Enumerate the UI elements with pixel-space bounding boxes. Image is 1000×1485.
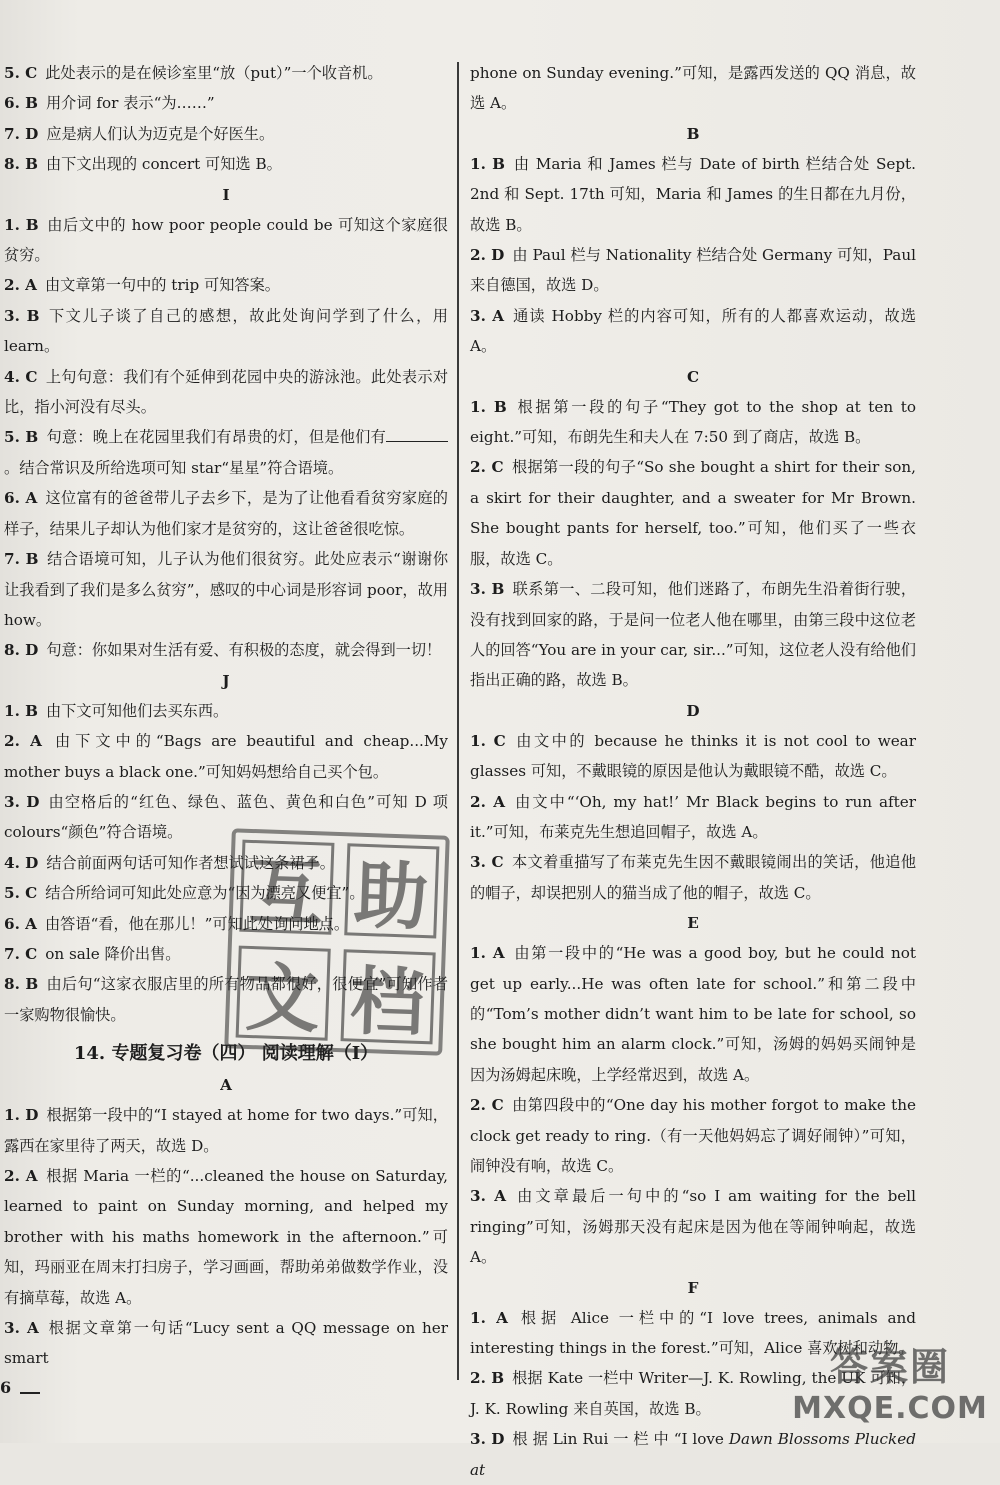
- answer-number: 1. A: [470, 1308, 508, 1327]
- stamp-char: 文: [235, 946, 330, 1041]
- answer-item: [4, 88, 448, 118]
- answer-number: 7. D: [4, 124, 39, 143]
- answer-explanation-part: 。结合常识及所给选项可知 star“星星”符合语境。: [4, 458, 344, 477]
- answer-item: [4, 58, 448, 88]
- fill-in-blank: [386, 427, 448, 442]
- answer-number: 2. A: [470, 792, 505, 811]
- answer-explanation: 由文中“‘Oh, my hat!’ Mr Black begins to run after it.”可知，布莱克先生想追回帽子，故选 A。: [470, 792, 916, 841]
- answer-explanation: 由 Maria 和 James 栏与 Date of birth 栏结合处 Sept. 2nd 和 Sept. 17th 可知，Maria 和 James 的生日都在九月份，故选 B。: [470, 154, 916, 234]
- answer-explanation: 应是病人们认为迈克是个好医生。: [46, 124, 275, 143]
- section-heading-F: F: [687, 1278, 699, 1297]
- answer-item: [4, 1100, 448, 1161]
- answer-number: 1. B: [470, 397, 507, 416]
- answer-explanation-part: 句意：晚上在花园里我们有昂贵的灯，但是他们有: [46, 428, 387, 447]
- section-heading-A: A: [220, 1076, 232, 1095]
- answer-item: [470, 726, 916, 787]
- answer-explanation: 由下文出现的 concert 可知选 B。: [45, 155, 282, 174]
- answer-explanation: 由后句“这家衣服店里的所有物品都很好，很便宜”可知作者一家购物很愉快。: [4, 975, 449, 1024]
- answer-number: 1. B: [4, 701, 38, 720]
- answer-item: [470, 301, 916, 362]
- answer-item: [470, 847, 916, 908]
- answer-item: [4, 726, 448, 787]
- answer-explanation: 根据第一段的句子“So she bought a shirt for their son, a skirt for their daughter, and a sweater for Mr Brown. She bought pants for herself, too.”可知，他们买了一些衣服，故选 C。: [470, 458, 917, 568]
- answer-number: 2. D: [470, 246, 505, 265]
- footer-rule: [20, 1392, 40, 1394]
- answer-item: [4, 544, 448, 635]
- answer-number: 2. C: [470, 458, 504, 477]
- answer-number: 7. B: [4, 550, 39, 569]
- answer-number: 8. D: [4, 641, 39, 660]
- site-watermark: [790, 1343, 990, 1435]
- stamp-char: 助: [344, 843, 439, 938]
- answer-item: [4, 696, 448, 726]
- section-heading-E: E: [687, 914, 699, 933]
- answer-item: [4, 422, 448, 483]
- answer-number: 8. B: [4, 155, 38, 174]
- answer-item: [4, 635, 448, 665]
- right-column: [470, 58, 916, 1485]
- answer-explanation: 联系第一、二段可知，他们迷路了，布朗先生沿着街行驶，没有找到回家的路，于是问一位老人他在哪里，由第三段中这位老人的回答“You are in your car, sir...”可知，这位老人没有给他们指出正确的路，故选 B。: [470, 580, 917, 690]
- answer-number: 2. A: [4, 1167, 38, 1185]
- answer-number: 2. A: [4, 732, 42, 751]
- answer-number: 1. B: [470, 154, 505, 173]
- answer-explanation-part: 根 据 Lin Rui 一 栏 中 “I love: [512, 1430, 729, 1449]
- answer-number: 3. A: [470, 1187, 507, 1206]
- answer-explanation: 此处表示的是在候诊室里“放（put）”一个收音机。: [45, 64, 383, 82]
- answer-item: [4, 362, 448, 423]
- left-column: [4, 58, 448, 1374]
- answer-explanation: [4, 428, 448, 476]
- watermark-logo-text: 答案圈: [829, 1345, 950, 1389]
- answer-item: [4, 1313, 448, 1374]
- answer-explanation: 由第一段中的“He was a good boy, but he could not get up early...He was often late for school.”和第二段中的“Tom’s mother didn’t want him to be late for school, so she bought him an alarm clock.”可知，汤姆的妈妈买闹钟是因为汤姆起床晚，上学经常迟到，故选 A。: [470, 944, 916, 1084]
- answer-number: 8. B: [4, 975, 39, 994]
- answer-item: [470, 938, 916, 1090]
- section-heading-C: C: [686, 367, 700, 386]
- answer-number: 2. A: [4, 276, 37, 295]
- answer-number: 3. A: [470, 306, 505, 325]
- answer-explanation: 根据 Maria 一栏的“...cleaned the house on Saturday, learned to paint on Sunday morning, and helped my brother with his maths homework in the afternoon.”可知，玛丽亚在周末打扫房子，学习画画，帮助弟弟做数学作业，没有摘草莓，故选 A。: [4, 1167, 448, 1307]
- answer-item: [4, 1161, 448, 1313]
- answer-explanation: 由文章最后一句中的“so I am waiting for the bell ringing”可知，汤姆那天没有起床是因为他在等闹钟响起，故选 A。: [470, 1187, 916, 1267]
- answer-explanation: 由 Paul 栏与 Nationality 栏结合处 Germany 可知，Paul 来自德国，故选 D。: [470, 246, 916, 295]
- answer-item: [470, 149, 916, 240]
- answer-item: [470, 240, 916, 301]
- answer-number: 3. B: [4, 306, 40, 325]
- answer-explanation: 用介词 for 表示“为……”: [45, 94, 215, 113]
- answer-explanation: 根据第一段的句子“They got to the shop at ten to eight.”可知，布朗先生和夫人在 7:50 到了商店，故选 B。: [470, 397, 916, 447]
- answer-number: 1. B: [4, 215, 39, 234]
- answer-item: [4, 270, 448, 300]
- answer-explanation: on sale 降价出售。: [45, 944, 181, 963]
- answer-explanation: 由空格后的“红色、绿色、蓝色、黄色和白色”可知 D 项 colours“颜色”符合语境。: [4, 792, 448, 842]
- column-divider: [457, 62, 459, 1380]
- answer-number: 5. C: [4, 64, 38, 82]
- answer-number: 6. B: [4, 94, 38, 113]
- answer-item: [470, 1181, 916, 1272]
- answer-explanation: 根据 Alice 一栏中的“I love trees, animals and interesting things in the forest.”可知，Alice 喜欢树和动物。: [470, 1308, 916, 1358]
- page-number: 6: [0, 1378, 12, 1397]
- answer-explanation: 本文着重描写了布莱克先生因不戴眼镜闹出的笑话，他追他的帽子，却误把别人的猫当成了他的帽子，故选 C。: [470, 853, 917, 902]
- answer-explanation: 根据 Kate 一栏中 Writer—J. K. Rowling, the UK 可知，J. K. Rowling 来自英国，故选 B。: [470, 1369, 917, 1418]
- answer-number: 3. C: [470, 853, 504, 872]
- answer-item: [470, 392, 916, 453]
- answer-number: 6. A: [4, 914, 37, 933]
- answer-explanation: 这位富有的爸爸带儿子去乡下，是为了让他看看贫穷家庭的样子，结果儿子却认为他们家才是贫穷的，这让爸爸很吃惊。: [4, 489, 448, 538]
- answer-number: 3. A: [4, 1319, 39, 1338]
- section-heading-B: B: [686, 124, 700, 143]
- answer-item: [4, 483, 448, 544]
- answer-explanation: 由文章第一句中的 trip 可知答案。: [44, 276, 280, 295]
- section-heading-I: I: [222, 185, 230, 204]
- answer-item: [4, 149, 448, 179]
- answer-explanation: 由文中的 because he thinks it is not cool to wear glasses 可知，不戴眼镜的原因是他认为戴眼镜不酷，故选 C。: [470, 731, 916, 781]
- answer-item: [4, 119, 448, 149]
- answer-number: 5. B: [4, 428, 39, 447]
- answer-number: 6. A: [4, 489, 38, 508]
- answer-explanation: 句意：你如果对生活有爱、有积极的态度，就会得到一切！: [46, 641, 442, 660]
- answer-explanation: 由第四段中的“One day his mother forgot to make the clock get ready to ring.（有一天他妈妈忘了调好闹钟）”可知，闹钟没有响，故选 C。: [470, 1096, 916, 1175]
- answer-number: 4. C: [4, 367, 38, 386]
- section-heading-J: J: [222, 671, 230, 690]
- answer-explanation: 结合语境可知，儿子认为他们很贫穷。此处应表示“谢谢你让我看到了我们是多么贫穷”，感叹的中心词是形容词 poor，故用 how。: [4, 550, 449, 629]
- answer-number: 1. C: [470, 731, 506, 750]
- answer-number: 3. D: [470, 1430, 505, 1449]
- answer-number: 2. B: [470, 1369, 505, 1388]
- answer-number: 1. A: [470, 944, 505, 963]
- answer-number: 2. C: [470, 1096, 504, 1115]
- answer-number: 1. D: [4, 1106, 39, 1125]
- hu-zhu-wen-dang-stamp: [224, 828, 450, 1055]
- answer-item: [470, 452, 916, 574]
- book-title-italic: Dawn Blossoms Plucked at: [470, 1430, 916, 1479]
- answer-number: 7. C: [4, 944, 38, 963]
- answer-explanation: 由下文可知他们去买东西。: [45, 701, 229, 720]
- answer-explanation: 由下文中的“Bags are beautiful and cheap...My mother buys a black one.”可知妈妈想给自己买个包。: [4, 732, 448, 781]
- continued-answer-text: phone on Sunday evening.”可知，是露西发送的 QQ 消息，故选 A。: [470, 64, 916, 113]
- section-heading-D: D: [686, 701, 700, 720]
- answer-number: 3. D: [4, 792, 40, 811]
- answer-item: [470, 1090, 916, 1181]
- answer-explanation: 通读 Hobby 栏的内容可知，所有的人都喜欢运动，故选 A。: [470, 306, 916, 356]
- answer-number: 5. C: [4, 884, 38, 903]
- answer-explanation: 结合所给词可知此处应意为“因为漂亮又便宜”。: [45, 884, 365, 903]
- answer-explanation: [470, 1430, 916, 1478]
- answer-item: [4, 210, 448, 271]
- page-section-title: 14. 专题复习卷（四） 阅读理解（Ⅰ）: [73, 1043, 379, 1065]
- answer-explanation: 结合前面两句话可知作者想试试这条裙子。: [46, 853, 335, 872]
- answer-explanation: 由后文中的 how poor people could be 可知这个家庭很贫穷。: [4, 215, 448, 265]
- watermark-url: MXQE.COM: [792, 1391, 988, 1426]
- answer-explanation: 上句句意：我们有个延伸到花园中央的游泳池。此处表示对比，指小河没有尽头。: [4, 367, 449, 417]
- answer-number: 4. D: [4, 853, 39, 872]
- stamp-char: 互: [239, 840, 334, 935]
- answer-explanation: 根据文章第一句话“Lucy sent a QQ message on her smart: [4, 1319, 448, 1368]
- answer-explanation: 下文儿子谈了自己的感想，故此处询问学到了什么，用 learn。: [4, 306, 448, 356]
- answer-explanation: 由答语“看，他在那儿！”可知此处询问地点。: [44, 914, 350, 933]
- answer-explanation: 根据第一段中的“I stayed at home for two days.”可知，露西在家里待了两天，故选 D。: [4, 1106, 448, 1155]
- stamp-char: 档: [340, 949, 435, 1044]
- answer-item: [4, 301, 448, 362]
- answer-item: [470, 574, 916, 696]
- answer-number: 3. B: [470, 580, 505, 599]
- answer-item: [470, 787, 916, 848]
